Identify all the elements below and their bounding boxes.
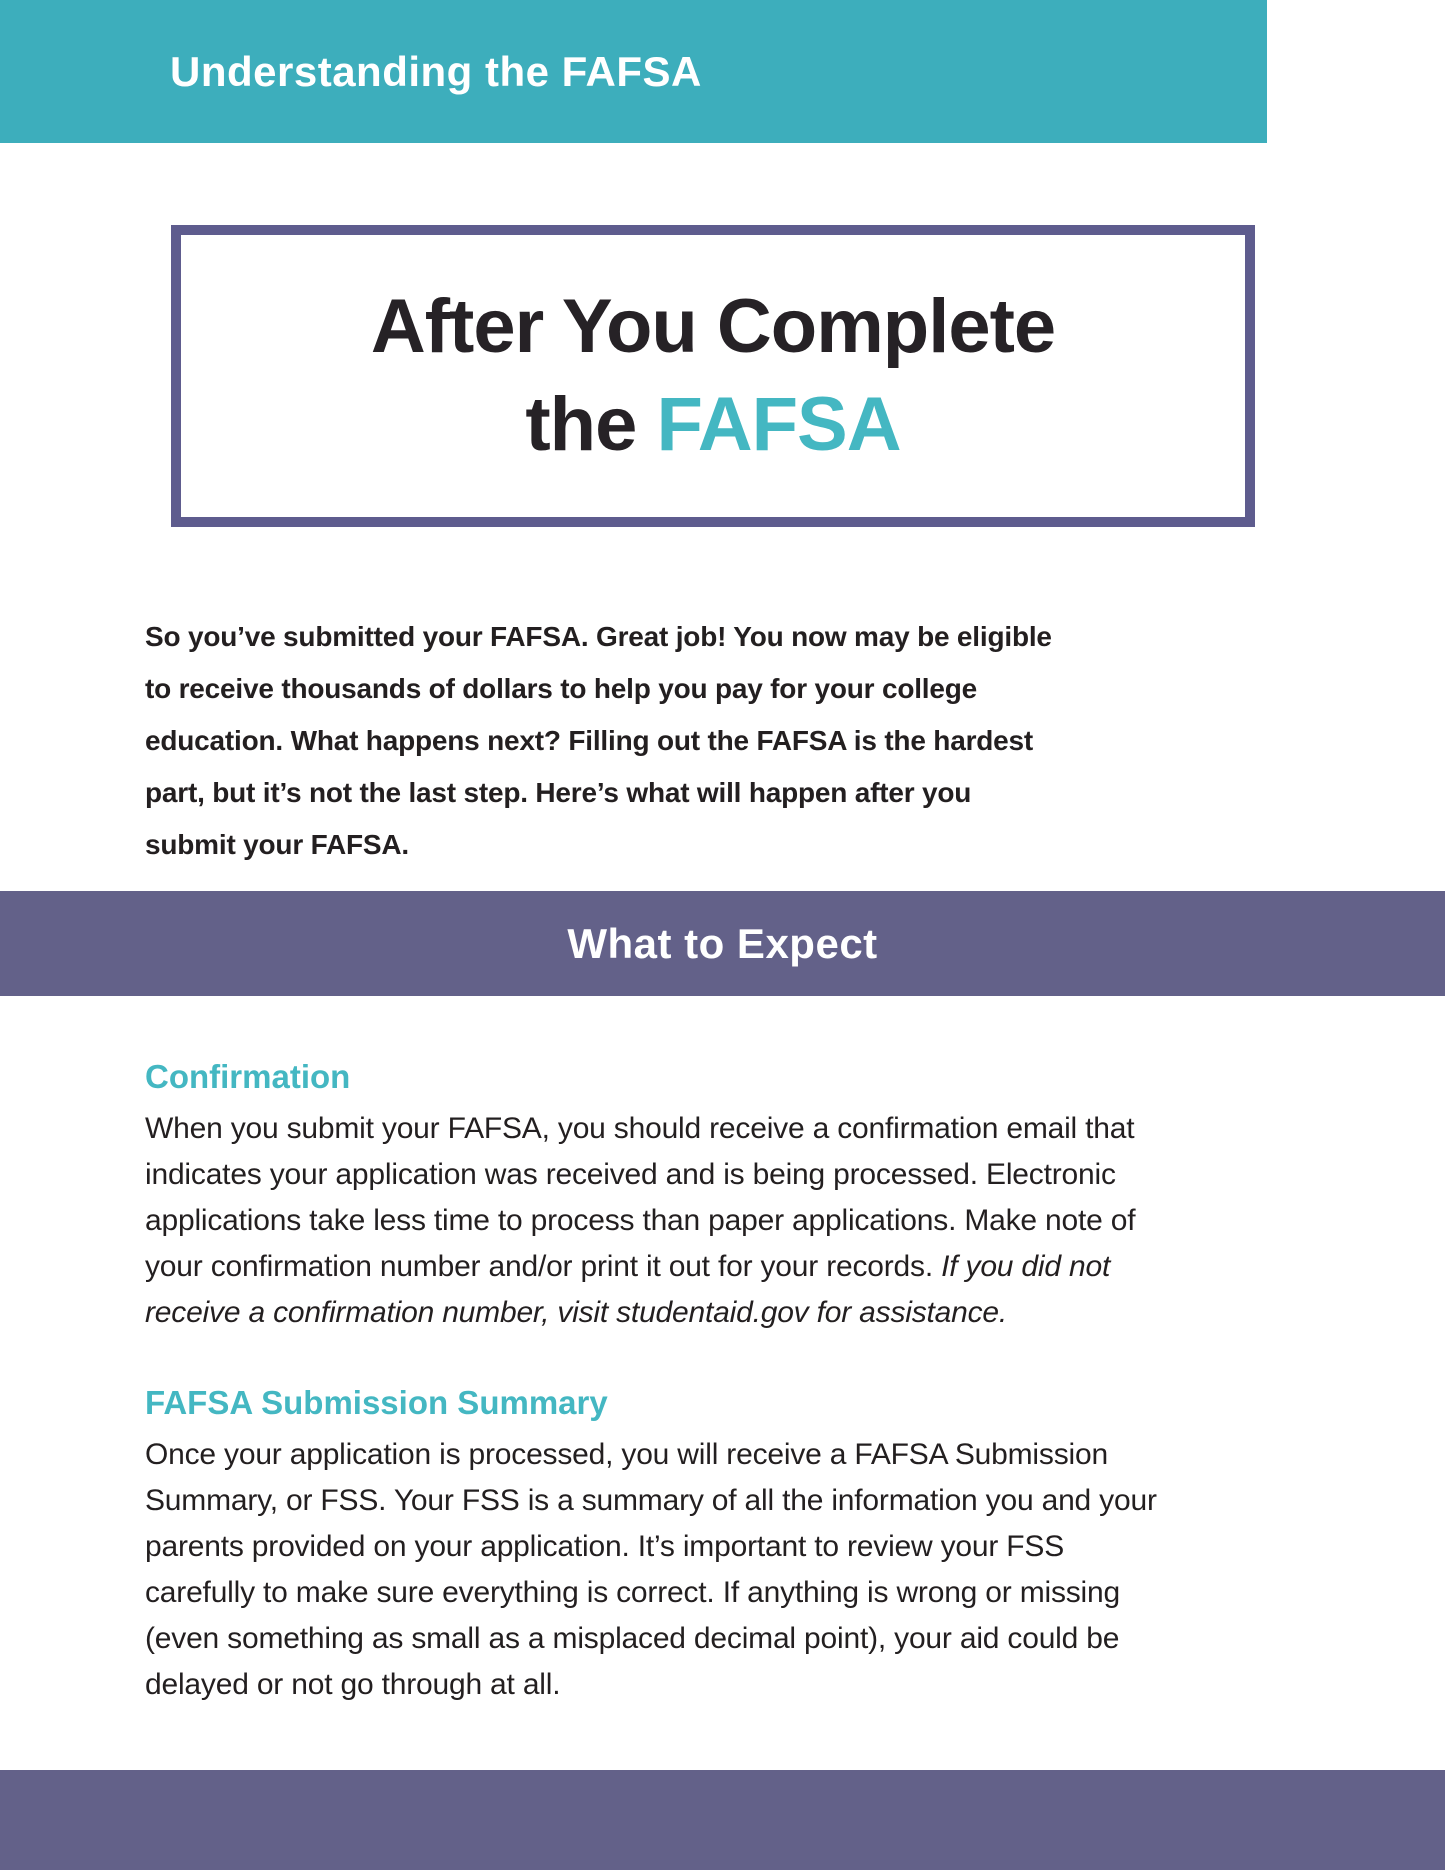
title-line-1: After You Complete: [370, 284, 1056, 369]
text-segment: your confirmation number and/or print it out for your records.: [145, 1250, 942, 1283]
intro-paragraph: So you’ve submitted your FAFSA. Great job! You now may be eligible to receive thousands of dollars to help you pay for your college education. What happens next? Filling out the FAFSA is the hardest part, but it’s not the last step. Here’s what will happen after you submit your FAFSA.: [145, 621, 1052, 860]
italic-text-segment: receive a confirmation number, visit studentaid.gov for assistance.: [145, 1296, 1008, 1329]
text-segment: Once your application is processed, you will receive a FAFSA Submission: [145, 1438, 1108, 1471]
text-segment: (even something as small as a misplaced decimal point), your aid could be: [145, 1622, 1120, 1655]
section-banner: [0, 891, 1445, 996]
page-header-title: Understanding the FAFSA: [170, 47, 702, 95]
text-segment: When you submit your FAFSA, you should receive a confirmation email that: [145, 1112, 1135, 1145]
section-fafsa-submission-summary: [145, 1382, 1395, 1708]
text-segment: parents provided on your application. It’s important to review your FSS: [145, 1530, 1065, 1563]
fss-paragraph: [145, 1432, 1395, 1708]
text-segment: delayed or not go through at all.: [145, 1668, 561, 1701]
fss-heading: FAFSA Submission Summary: [145, 1384, 608, 1421]
italic-text-segment: If you did not: [941, 1250, 1111, 1283]
title-line-2-prefix: the: [525, 382, 657, 467]
title-box: [171, 225, 1255, 527]
bottom-band: [0, 1770, 1445, 1870]
section-confirmation: [145, 1056, 1395, 1336]
page-header-band: [0, 0, 1267, 143]
text-segment: carefully to make sure everything is correct. If anything is wrong or missing: [145, 1576, 1120, 1609]
text-segment: applications take less time to process than paper applications. Make note of: [145, 1204, 1136, 1237]
text-segment: Summary, or FSS. Your FSS is a summary of all the information you and your: [145, 1484, 1157, 1517]
title-fafsa-highlight: FAFSA: [656, 382, 901, 467]
title-line-2: [525, 376, 900, 474]
text-segment: indicates your application was received and is being processed. Electronic: [145, 1158, 1116, 1191]
section-banner-title: What to Expect: [567, 919, 878, 967]
confirmation-heading: Confirmation: [145, 1058, 351, 1095]
confirmation-paragraph: [145, 1106, 1395, 1336]
